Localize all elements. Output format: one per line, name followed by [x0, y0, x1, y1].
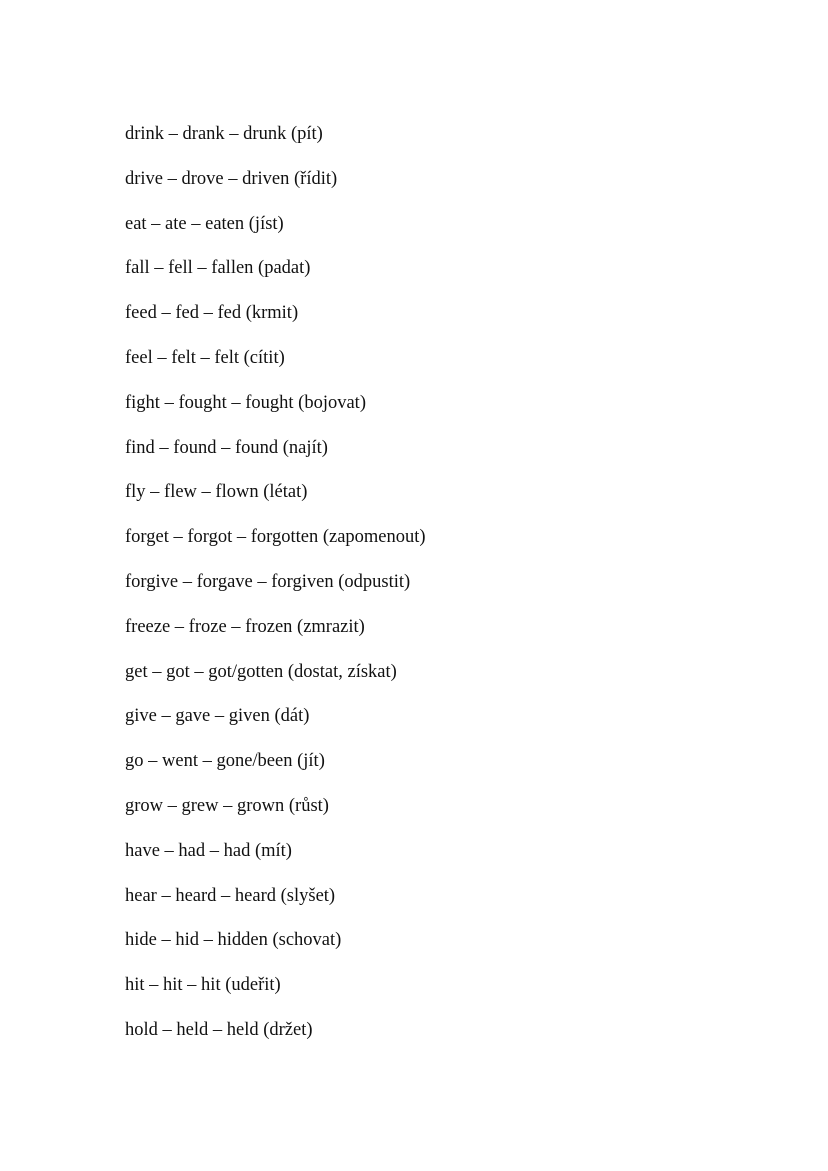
verb-entry-hold: hold – held – held (držet)	[125, 1019, 313, 1040]
verb-entry-hide: hide – hid – hidden (schovat)	[125, 930, 342, 951]
verb-entry-freeze: freeze – froze – frozen (zmrazit)	[125, 616, 365, 637]
verb-entry-go: go – went – gone/been (jít)	[125, 751, 325, 772]
verb-entry-give: give – gave – given (dát)	[125, 706, 310, 727]
verb-entry-drive: drive – drove – driven (řídit)	[125, 168, 338, 189]
verb-entry-grow: grow – grew – grown (růst)	[125, 795, 329, 816]
irregular-verb-list	[125, 121, 426, 1062]
verb-entry-drink: drink – drank – drunk (pít)	[125, 124, 323, 144]
verb-entry-eat: eat – ate – eaten (jíst)	[125, 213, 284, 234]
verb-entry-fly: fly – flew – flown (létat)	[125, 482, 308, 503]
verb-entry-fight: fight – fought – fought (bojovat)	[125, 392, 366, 413]
verb-entry-get: get – got – got/gotten (dostat, získat)	[125, 661, 397, 682]
verb-entry-fall: fall – fell – fallen (padat)	[125, 258, 311, 279]
verb-entry-hear: hear – heard – heard (slyšet)	[125, 885, 336, 906]
verb-entry-forget: forget – forgot – forgotten (zapomenout)	[125, 527, 426, 548]
verb-entry-find: find – found – found (najít)	[125, 437, 328, 458]
verb-entry-have: have – had – had (mít)	[125, 840, 292, 861]
verb-entry-feel: feel – felt – felt (cítit)	[125, 347, 285, 368]
verb-entry-hit: hit – hit – hit (udeřit)	[125, 975, 281, 996]
verb-entry-forgive: forgive – forgave – forgiven (odpustit)	[125, 571, 411, 592]
verb-entry-feed: feed – fed – fed (krmit)	[125, 303, 299, 324]
